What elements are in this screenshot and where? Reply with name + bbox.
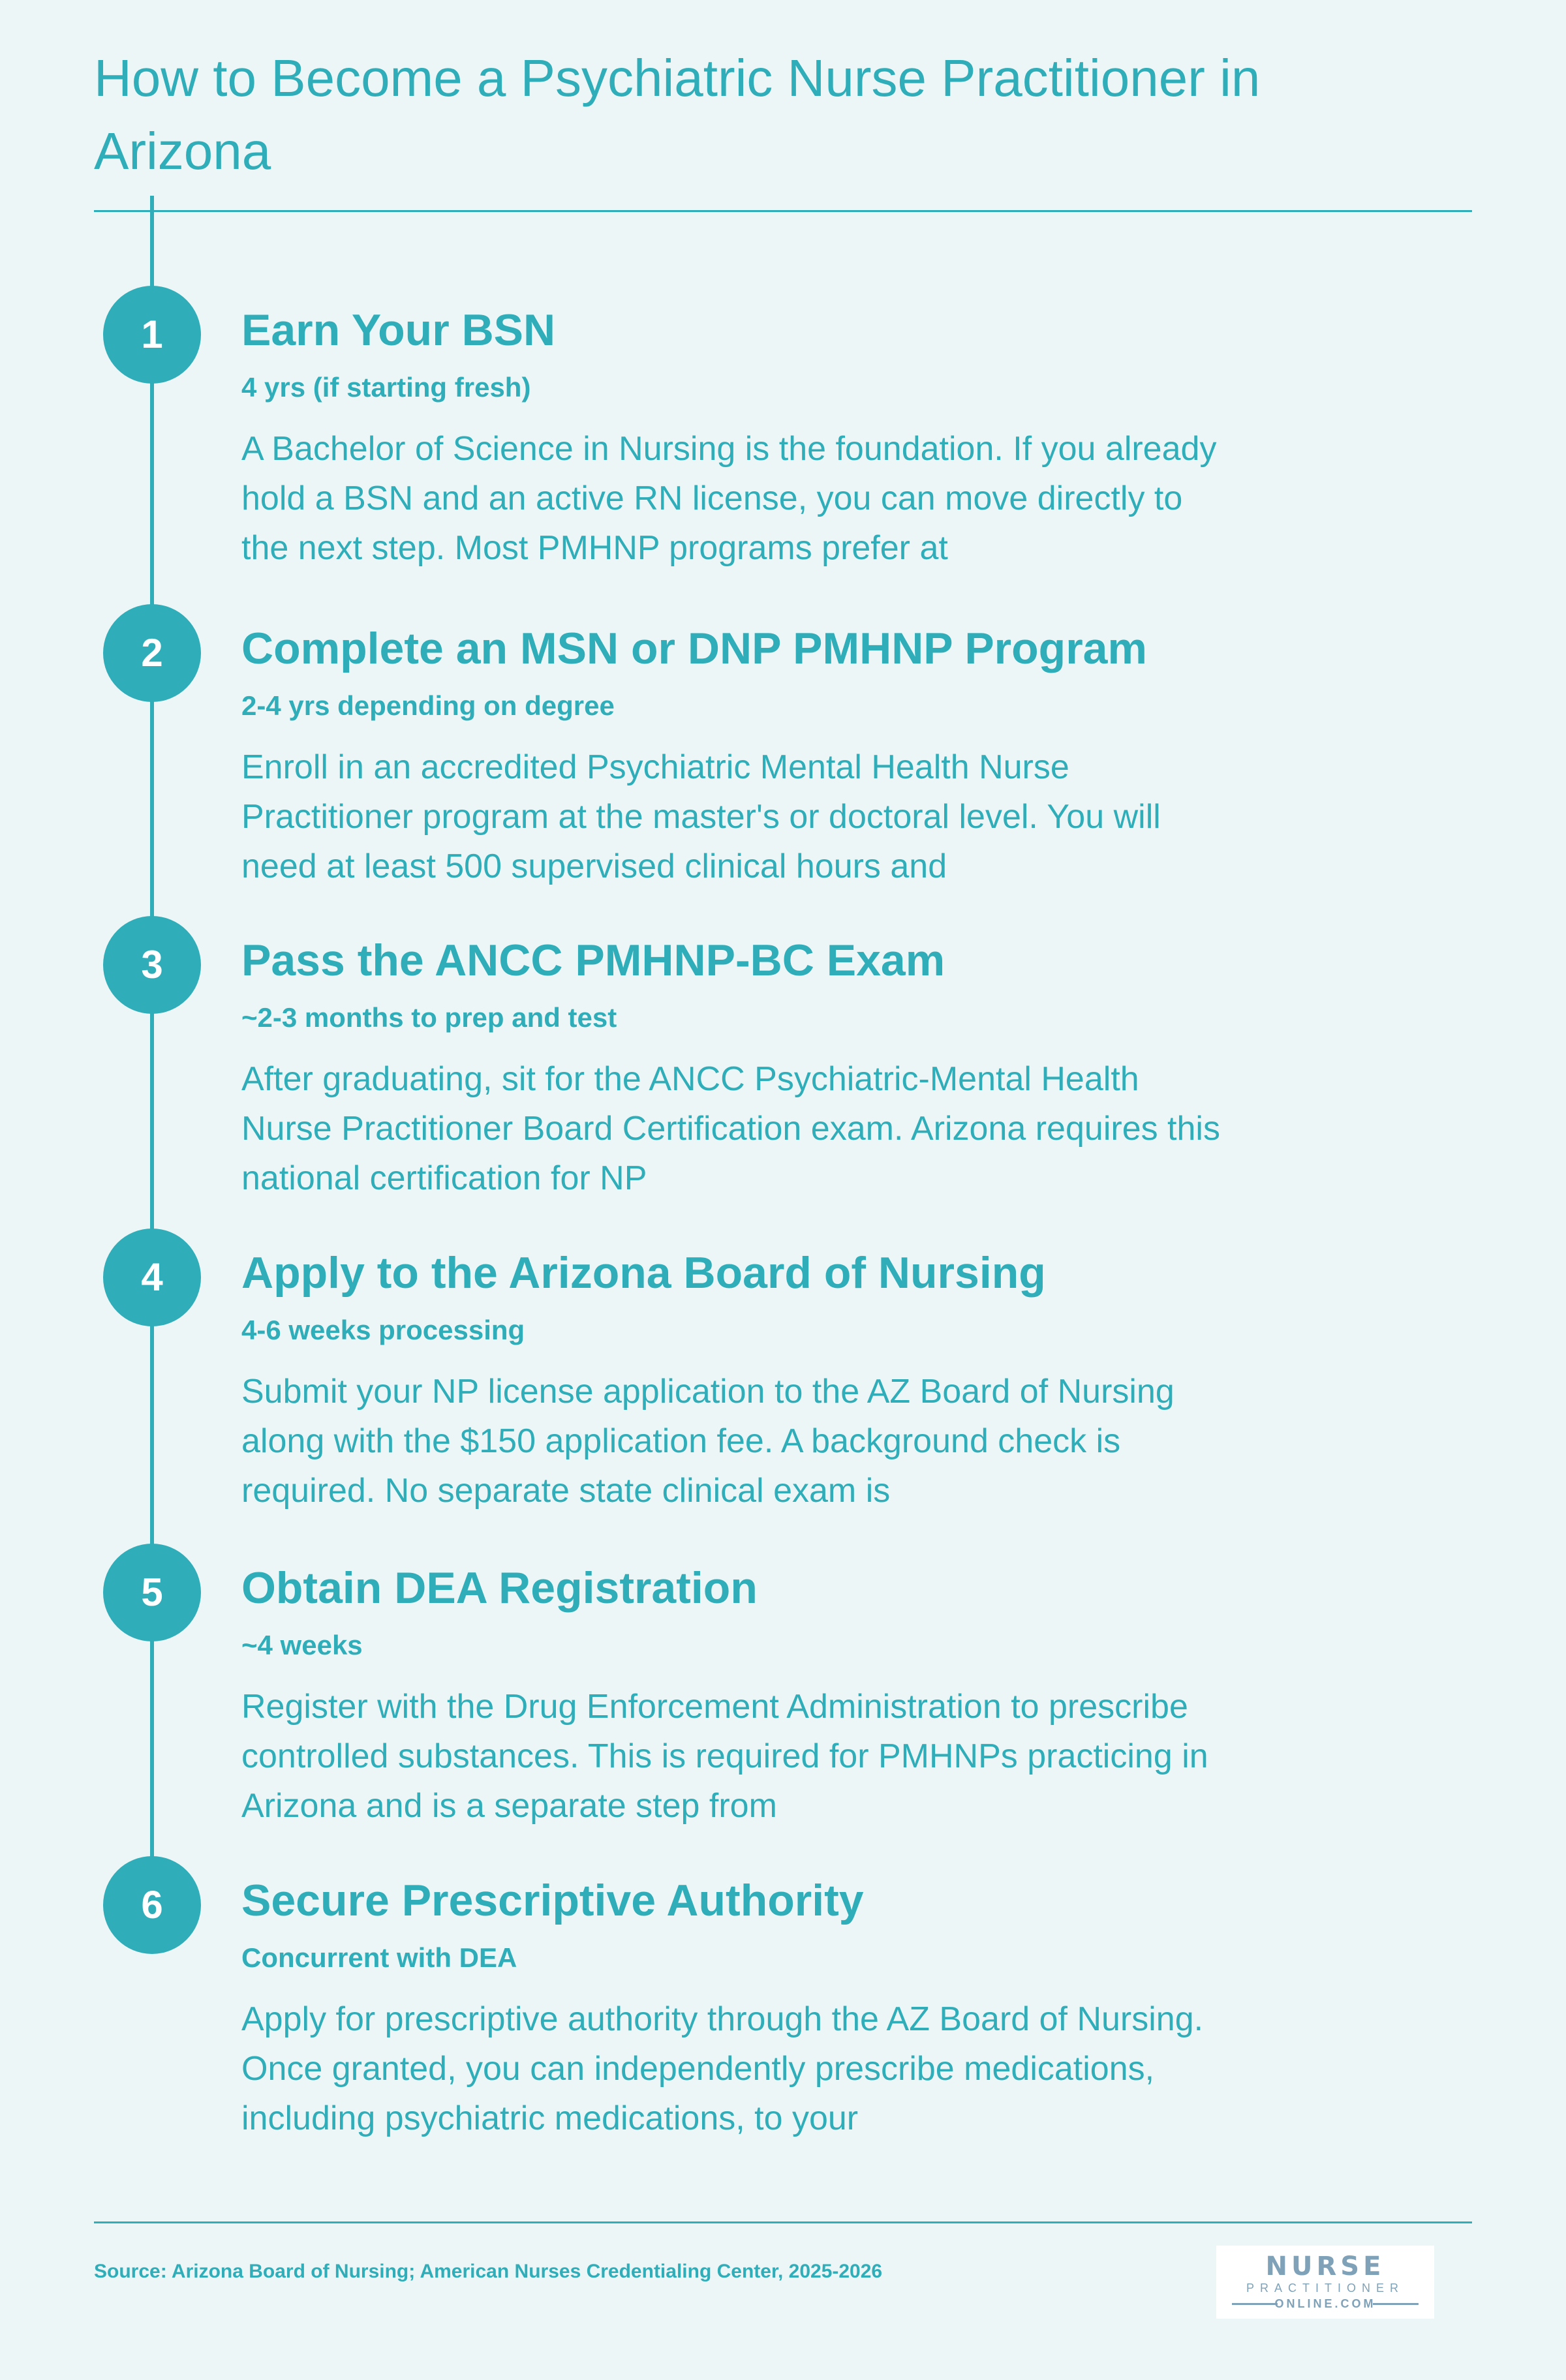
step-description: After graduating, sit for the ANCC Psychiatric-Mental Health Nurse Practitioner Board Certification exam. Arizona requires this national certification for NP: [241, 1060, 1220, 1197]
step-title: Earn Your BSN: [241, 305, 556, 355]
logo-wordmark-practitioner: PRACTITIONER: [1246, 2281, 1404, 2295]
step-number-badge: 6: [103, 1856, 201, 1954]
step-duration: 4-6 weeks processing: [241, 1315, 525, 1345]
step-title: Obtain DEA Registration: [241, 1563, 758, 1613]
step-3: [0, 916, 1566, 1216]
step-title: Secure Prescriptive Authority: [241, 1876, 864, 1925]
step-4: [0, 1228, 1566, 1529]
step-number-badge: 4: [103, 1228, 201, 1326]
step-description: Submit your NP license application to the AZ Board of Nursing along with the $150 application fee. A background check is required. No separate state clinical exam is: [241, 1373, 1174, 1510]
step-description: Apply for prescriptive authority through the AZ Board of Nursing. Once granted, you can independently prescribe medications, including psychiatric medications, to your: [241, 2000, 1204, 2137]
nurse-practitioner-online-logo: [1216, 2246, 1434, 2319]
step-duration: 2-4 yrs depending on degree: [241, 690, 615, 721]
step-description: Register with the Drug Enforcement Administration to prescribe controlled substances. This is required for PMHNPs practicing in Arizona and is a separate step from: [241, 1688, 1208, 1825]
step-duration: ~4 weeks: [241, 1630, 363, 1660]
step-duration: 4 yrs (if starting fresh): [241, 372, 531, 403]
step-duration: ~2-3 months to prep and test: [241, 1002, 617, 1033]
step-number-badge: 5: [103, 1544, 201, 1641]
logo-wordmark-online: ONLINE.COM: [1274, 2297, 1376, 2310]
step-duration: Concurrent with DEA: [241, 1942, 517, 1973]
step-description: A Bachelor of Science in Nursing is the foundation. If you already hold a BSN and an active RN license, you can move directly to the next step. Most PMHNP programs prefer at: [241, 430, 1217, 567]
step-1: [0, 286, 1566, 586]
logo-wordmark-nurse: NURSE: [1265, 2251, 1385, 2281]
step-title: Pass the ANCC PMHNP-BC Exam: [241, 936, 945, 985]
step-title: Complete an MSN or DNP PMHNP Program: [241, 624, 1147, 673]
page-title: How to Become a Psychiatric Nurse Practitioner in Arizona: [94, 49, 1261, 180]
step-description: Enroll in an accredited Psychiatric Mental Health Nurse Practitioner program at the master's or doctoral level. You will need at least 500 supervised clinical hours and: [241, 748, 1161, 885]
step-title: Apply to the Arizona Board of Nursing: [241, 1248, 1046, 1298]
step-2: [0, 604, 1566, 904]
source-citation: Source: Arizona Board of Nursing; American Nurses Credentialing Center, 2025-2026: [94, 2261, 883, 2282]
step-6: [0, 1856, 1566, 2156]
footer-divider: [94, 2221, 1472, 2223]
step-5: [0, 1544, 1566, 1844]
step-number-badge: 3: [103, 916, 201, 1014]
step-number-badge: 2: [103, 604, 201, 702]
step-number-badge: 1: [103, 286, 201, 384]
